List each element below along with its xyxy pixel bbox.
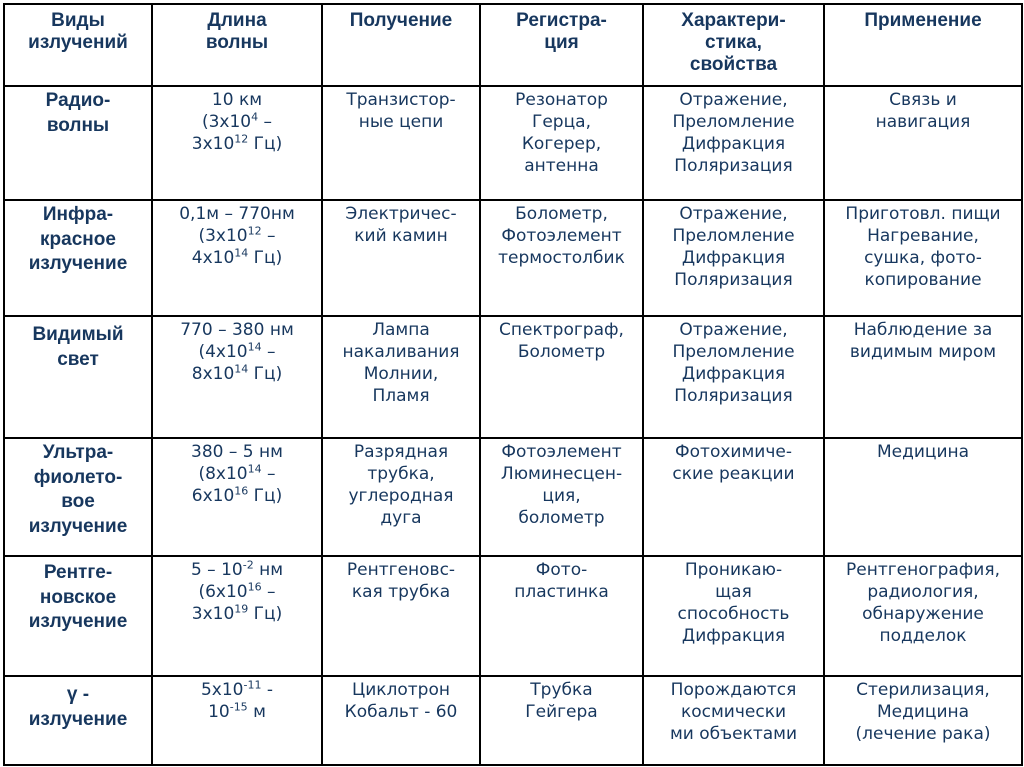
cell-text-line: Дифракция xyxy=(681,248,786,269)
cell-text-line: ные цепи xyxy=(358,112,444,133)
cell-text-line: копирование xyxy=(864,270,982,291)
cell-text-line: подделок xyxy=(879,626,967,647)
cell-text-line: свойства xyxy=(689,53,778,75)
cell-text-line: Циклотрон xyxy=(352,680,450,700)
cell-text-line: Дифракция xyxy=(681,626,786,647)
cell-source xyxy=(322,86,480,200)
cell-type xyxy=(4,556,152,676)
cell-usage xyxy=(824,556,1022,676)
cell-text-line: излучений xyxy=(28,31,128,53)
cell-text-line: Фотоэлемент xyxy=(501,226,622,247)
cell-source xyxy=(322,438,480,556)
cell-text-line: видимым миром xyxy=(849,342,997,363)
cell-text-line: Дифракция xyxy=(681,364,786,385)
cell-text-line: сушка, фото- xyxy=(864,248,982,269)
cell-text-line: $5x10^{-11}$ - xyxy=(200,678,274,700)
cell-text-line: Поляризация xyxy=(674,270,793,291)
cell-text-line: 380 – 5 нм xyxy=(191,442,283,462)
cell-text-line: Электричес- xyxy=(345,204,457,224)
table-row-radio xyxy=(4,86,1022,200)
cell-text-line: ($8x10^{14}$ – xyxy=(198,462,276,485)
cell-detection xyxy=(480,438,643,556)
cell-text-line: волны xyxy=(46,114,110,136)
cell-text-line: ($6x10^{16}$ – xyxy=(198,580,276,603)
cell-detection xyxy=(480,676,643,765)
cell-text-line: Проникаю- xyxy=(684,560,783,580)
header-type xyxy=(4,4,152,86)
cell-properties xyxy=(643,86,824,200)
cell-text-line: Герца, xyxy=(531,112,591,133)
cell-text-line: ($3x10^{12}$ – xyxy=(198,224,276,247)
cell-text-line: Рентге- xyxy=(43,562,113,583)
cell-properties xyxy=(643,200,824,316)
cell-text-line: излучение xyxy=(28,611,128,633)
cell-text-line: (лечение рака) xyxy=(855,724,991,745)
cell-text-line: Видимый xyxy=(32,324,124,345)
cell-text-line: $5 - 10^{-2}$ нм xyxy=(190,558,284,580)
cell-text-line: ция xyxy=(544,31,579,53)
cell-text-line: Рентгеновс- xyxy=(346,560,456,580)
cell-text-line: Фото- xyxy=(535,560,588,580)
cell-text-line: свет xyxy=(57,348,99,370)
cell-text-line: накаливания xyxy=(342,342,460,363)
cell-source xyxy=(322,316,480,438)
radiation-spectrum-table xyxy=(3,3,1023,766)
cell-text-line: Болометр, xyxy=(515,204,608,224)
cell-text-line: Резонатор xyxy=(515,90,608,110)
cell-type xyxy=(4,676,152,765)
cell-text-line: щая xyxy=(715,582,752,603)
cell-text-line: Болометр xyxy=(517,342,606,363)
cell-text-line: навигация xyxy=(875,112,971,133)
table-row-xray xyxy=(4,556,1022,676)
cell-properties xyxy=(643,676,824,765)
cell-text-line: Регистра- xyxy=(516,10,607,31)
cell-type xyxy=(4,86,152,200)
cell-text-line: пластинка xyxy=(514,582,609,603)
cell-text-line: γ - xyxy=(66,684,90,705)
cell-text-line: Медицина xyxy=(876,702,970,723)
table-row-visible xyxy=(4,316,1022,438)
cell-text-line: 770 – 380 нм xyxy=(180,320,294,340)
cell-text-line: космически xyxy=(680,702,787,723)
cell-text-line: антенна xyxy=(524,156,599,177)
cell-text-line: Трубка xyxy=(530,680,593,700)
cell-text-line: Стерилизация, xyxy=(856,680,990,700)
cell-wavelength xyxy=(152,556,322,676)
cell-text-line: Преломление xyxy=(672,342,795,363)
cell-text-line: Транзистор- xyxy=(346,90,456,110)
cell-properties xyxy=(643,438,824,556)
cell-text-line: Фотоэлемент xyxy=(501,442,622,462)
table-row-ultraviolet xyxy=(4,438,1022,556)
cell-detection xyxy=(480,316,643,438)
cell-text-line: 10 км xyxy=(211,90,263,110)
cell-wavelength xyxy=(152,200,322,316)
header-wavelength xyxy=(152,4,322,86)
cell-text-line: дуга xyxy=(380,508,422,529)
cell-text-line: излучение xyxy=(28,516,128,538)
cell-text-line: Люминесцен- xyxy=(500,464,623,485)
cell-text-line: Преломление xyxy=(672,112,795,133)
cell-text-line: Инфра- xyxy=(42,204,114,225)
cell-text-line: Отражение, xyxy=(679,320,788,340)
cell-usage xyxy=(824,316,1022,438)
cell-properties xyxy=(643,316,824,438)
cell-text-line: $8x10^{14}$ Гц) xyxy=(191,362,283,385)
table-row-gamma xyxy=(4,676,1022,765)
cell-text-line: Ультра- xyxy=(42,442,114,463)
cell-text-line: Связь и xyxy=(889,90,957,110)
cell-wavelength xyxy=(152,438,322,556)
cell-type xyxy=(4,316,152,438)
cell-text-line: $6x10^{16}$ Гц) xyxy=(191,484,283,507)
cell-text-line: $10^{-15}$ м xyxy=(208,700,266,723)
cell-text-line: излучение xyxy=(28,253,128,275)
cell-type xyxy=(4,200,152,316)
cell-text-line: Длина xyxy=(207,10,267,31)
cell-text-line: Рентгенография, xyxy=(846,560,1000,580)
cell-text-line: $4x10^{14}$ Гц) xyxy=(191,246,283,269)
cell-text-line: Применение xyxy=(864,10,982,31)
cell-wavelength xyxy=(152,316,322,438)
cell-text-line: термостолбик xyxy=(498,248,625,269)
cell-text-line: ция, xyxy=(542,486,581,507)
cell-text-line: кий камин xyxy=(354,226,448,247)
cell-text-line: трубка, xyxy=(367,464,435,485)
cell-text-line: Когерер, xyxy=(521,134,602,155)
header-row xyxy=(4,4,1022,86)
cell-text-line: $3x10^{12}$ Гц) xyxy=(191,132,283,155)
cell-text-line: Характери- xyxy=(681,10,786,31)
cell-text-line: Гейгера xyxy=(525,702,598,723)
cell-source xyxy=(322,200,480,316)
cell-usage xyxy=(824,438,1022,556)
cell-text-line: излучение xyxy=(28,708,128,730)
cell-text-line: вое xyxy=(61,491,95,513)
header-detection xyxy=(480,4,643,86)
cell-source xyxy=(322,676,480,765)
cell-detection xyxy=(480,200,643,316)
table-row-infrared xyxy=(4,200,1022,316)
cell-text-line: красное xyxy=(40,228,116,250)
cell-text-line: Наблюдение за xyxy=(853,320,993,340)
cell-text-line: болометр xyxy=(518,508,605,529)
cell-text-line: новское xyxy=(39,586,117,608)
cell-text-line: Получение xyxy=(349,10,453,31)
cell-wavelength xyxy=(152,86,322,200)
cell-source xyxy=(322,556,480,676)
cell-text-line: стика, xyxy=(705,31,762,53)
cell-text-line: Поляризация xyxy=(674,386,793,407)
cell-text-line: Фотохимиче- xyxy=(675,442,792,462)
cell-text-line: Отражение, xyxy=(679,90,788,110)
cell-text-line: Радио- xyxy=(45,90,111,111)
cell-detection xyxy=(480,556,643,676)
cell-text-line: Пламя xyxy=(372,386,430,407)
cell-text-line: Нагревание, xyxy=(867,226,979,247)
cell-text-line: ми объектами xyxy=(669,724,798,745)
cell-text-line: Лампа xyxy=(372,320,430,340)
cell-text-line: Медицина xyxy=(876,442,970,462)
cell-text-line: ($3x10^4$ – xyxy=(201,110,273,133)
cell-text-line: $3x10^{19}$ Гц) xyxy=(191,602,283,625)
cell-text-line: Кобальт - 60 xyxy=(344,702,458,723)
cell-text-line: Порождаются xyxy=(670,680,797,700)
cell-text-line: кая трубка xyxy=(351,582,451,603)
cell-text-line: Преломление xyxy=(672,226,795,247)
cell-text-line: Спектрограф, xyxy=(499,320,624,340)
cell-wavelength xyxy=(152,676,322,765)
cell-text-line: Отражение, xyxy=(679,204,788,224)
cell-text-line: Поляризация xyxy=(674,156,793,177)
cell-usage xyxy=(824,200,1022,316)
cell-text-line: Молнии, xyxy=(363,364,439,385)
cell-text-line: Виды xyxy=(51,10,105,31)
cell-text-line: ские реакции xyxy=(672,464,795,485)
header-source xyxy=(322,4,480,86)
cell-type xyxy=(4,438,152,556)
cell-usage xyxy=(824,676,1022,765)
cell-text-line: волны xyxy=(205,31,269,53)
cell-text-line: ($4x10^{14}$ – xyxy=(198,340,276,363)
cell-text-line: Приготовл. пищи xyxy=(845,204,1001,224)
cell-text-line: 0,1м – 770нм xyxy=(179,204,295,224)
cell-text-line: Дифракция xyxy=(681,134,786,155)
cell-text-line: обнаружение xyxy=(862,604,984,625)
cell-text-line: Разрядная xyxy=(353,442,449,462)
cell-text-line: фиолето- xyxy=(33,466,123,488)
cell-usage xyxy=(824,86,1022,200)
cell-text-line: радиология, xyxy=(867,582,979,603)
cell-text-line: способность xyxy=(677,604,790,625)
cell-detection xyxy=(480,86,643,200)
cell-text-line: углеродная xyxy=(348,486,454,507)
header-usage xyxy=(824,4,1022,86)
header-properties xyxy=(643,4,824,86)
cell-properties xyxy=(643,556,824,676)
